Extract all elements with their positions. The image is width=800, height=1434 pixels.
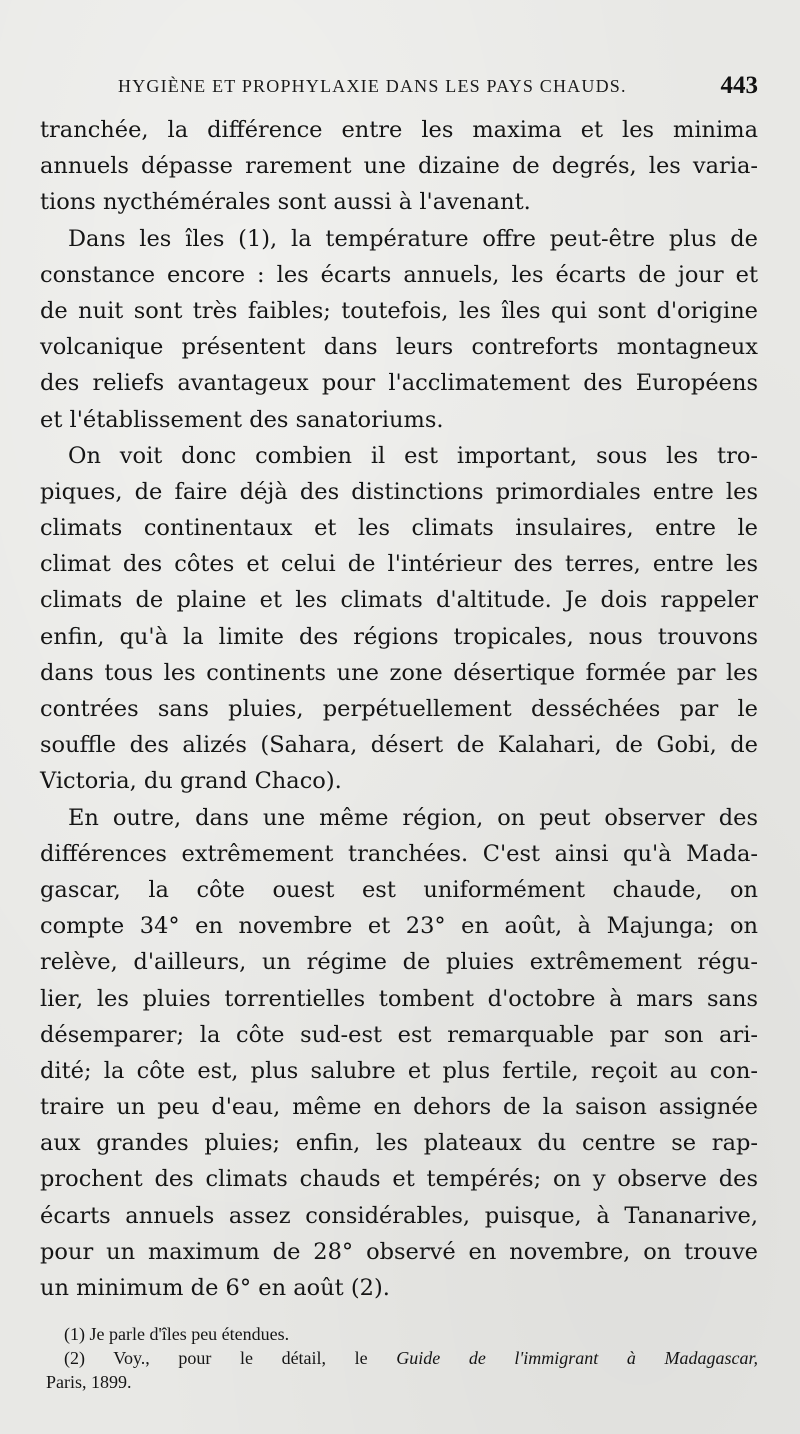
text-line: gascar, la côte ouest est uniformément chaude, on [40, 876, 758, 903]
text-line: contrées sans pluies, perpétuellement desséchées par le [40, 696, 758, 722]
text-line: désemparer; la côte sud-est est remarquable par son ari- [40, 1021, 758, 1048]
footnote-2-text: (2) Voy., pour le détail, le [64, 1348, 397, 1368]
text-line: des reliefs avantageux pour l'acclimatement des Européens [40, 370, 758, 397]
page-number: 443 [720, 72, 758, 99]
footnote-2 [46, 1346, 758, 1370]
text-line: compte 34° en novembre et 23° en août, à Majunga; on [40, 913, 758, 940]
text-line: traire un peu d'eau, même en dehors de la saison assignée [40, 1094, 758, 1121]
footnotes [46, 1322, 758, 1394]
footnote-2-continuation: Paris, 1899. [46, 1372, 132, 1392]
text-line: piques, de faire déjà des distinctions primordiales entre les [40, 478, 758, 505]
text-line: pour un maximum de 28° observé en novembre, on trouve [40, 1238, 758, 1265]
text-line: climat des côtes et celui de l'intérieur des terres, entre les [40, 551, 758, 578]
text-line: On voit donc combien il est important, sous les tro- [68, 442, 758, 469]
text-line: climats continentaux et les climats insulaires, entre le [40, 515, 758, 542]
text-line: dans tous les continents une zone désertique formée par les [40, 659, 758, 686]
text-line: aux grandes pluies; enfin, les plateaux du centre se rap- [40, 1130, 758, 1157]
text-line: de nuit sont très faibles; toutefois, les îles qui sont d'origine [40, 297, 758, 324]
running-title: HYGIÈNE ET PROPHYLAXIE DANS LES PAYS CHAUDS. [118, 76, 627, 96]
text-line: un minimum de 6° en août (2). [40, 1275, 390, 1301]
body-text [40, 112, 758, 1306]
text-line: lier, les pluies torrentielles tombent d'octobre à mars sans [40, 985, 758, 1012]
page-header [118, 72, 758, 102]
text-line: Victoria, du grand Chaco). [40, 768, 342, 795]
text-line: différences extrêmement tranchées. C'est ainsi qu'à Mada- [40, 840, 758, 867]
text-line: prochent des climats chauds et tempérés; on y observe des [40, 1166, 758, 1193]
footnote-1: (1) Je parle d'îles peu étendues. [64, 1324, 290, 1344]
text-line: enfin, qu'à la limite des régions tropicales, nous trouvons [40, 623, 758, 650]
footnote-2-title: Guide de l'immigrant à Madagascar, [396, 1348, 758, 1368]
text-line: En outre, dans une même région, on peut observer des [68, 804, 758, 831]
text-line: annuels dépasse rarement une dizaine de degrés, les varia- [40, 153, 758, 180]
text-line: souffle des alizés (Sahara, désert de Kalahari, de Gobi, de [40, 732, 758, 759]
text-line: écarts annuels assez considérables, puisque, à Tananarive, [40, 1202, 758, 1229]
text-line: tions nycthémérales sont aussi à l'avenant. [40, 189, 531, 216]
text-line: climats de plaine et les climats d'altitude. Je dois rappeler [40, 587, 758, 614]
text-line: relève, d'ailleurs, un régime de pluies extrêmement régu- [40, 949, 758, 976]
text-line: dité; la côte est, plus salubre et plus fertile, reçoit au con- [40, 1057, 758, 1084]
text-line: et l'établissement des sanatoriums. [40, 406, 444, 433]
text-line: volcanique présentent dans leurs contreforts montagneux [40, 334, 758, 361]
text-line: tranchée, la différence entre les maxima et les minima [40, 117, 758, 143]
text-line: Dans les îles (1), la température offre peut-être plus de [68, 225, 758, 252]
text-line: constance encore : les écarts annuels, les écarts de jour et [40, 261, 758, 288]
